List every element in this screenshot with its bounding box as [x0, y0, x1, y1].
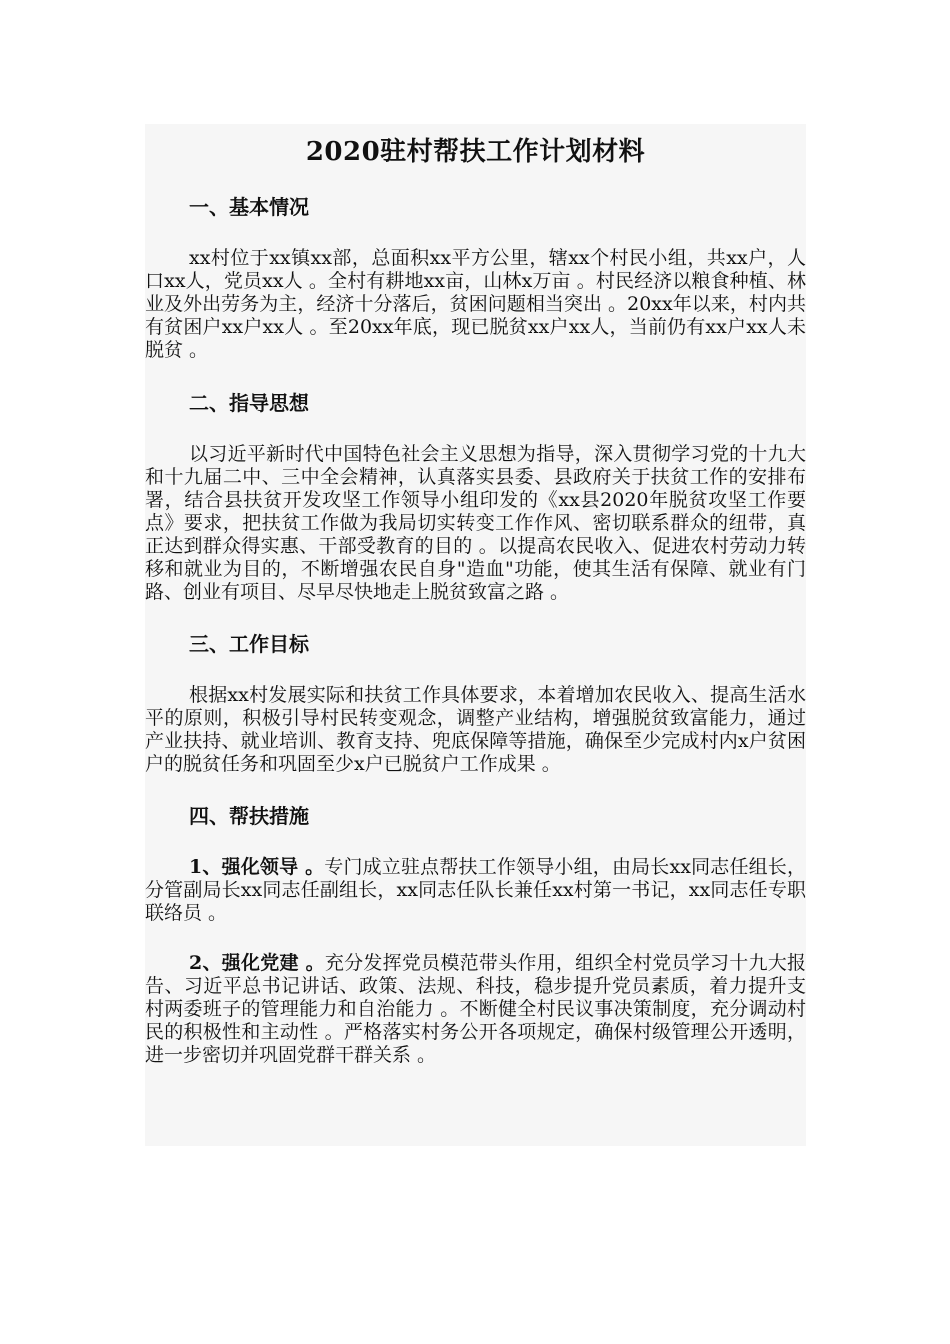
measure-paragraph-leadership — [145, 856, 806, 925]
section-paragraph-work-goals: 根据xx村发展实际和扶贫工作具体要求，本着增加农民收入、提高生活水平的原则，积极引导村民转变观念，调整产业结构，增强脱贫致富能力，通过产业扶持、就业培训、教育支持、兜底保障等措施，确保至少完成村内x户贫困户的脱贫任务和巩固至少x户已脱贫户工作成果 。 — [145, 684, 806, 775]
measure-lead-party-building: 2、强化党建 。 — [189, 952, 325, 974]
measure-text-leadership: 专门成立驻点帮扶工作领导小组，由局长xx同志任组长，分管副局长xx同志任副组长，xx同志任队长兼任xx村第一书记，xx同志任专职联络员 。 — [145, 856, 806, 924]
measure-paragraph-party-building — [145, 952, 806, 1067]
section-heading-assistance-measures: 四、帮扶措施 — [189, 804, 309, 828]
section-paragraph-basic-situation: xx村位于xx镇xx部，总面积xx平方公里，辖xx个村民小组，共xx户，人口xx人，党员xx人 。全村有耕地xx亩，山林x万亩 。村民经济以粮食种植、林业及外出劳务为主，经济十分落后，贫困问题相当突出 。20xx年以来，村内共有贫困户xx户xx人 。至20xx年底，现已脱贫xx户xx人，当前仍有xx户xx人未脱贫 。 — [145, 247, 806, 361]
measure-lead-leadership: 1、强化领导 。 — [189, 856, 325, 878]
section-heading-basic-situation: 一、基本情况 — [189, 195, 309, 219]
document-page — [145, 124, 806, 1146]
section-paragraph-guiding-ideology: 以习近平新时代中国特色社会主义思想为指导，深入贯彻学习党的十九大和十九届二中、三中全会精神，认真落实县委、县政府关于扶贫工作的安排布署，结合县扶贫开发攻坚工作领导小组印发的《xx县2020年脱贫攻坚工作要点》要求，把扶贫工作做为我局切实转变工作作风、密切联系群众的纽带，真正达到群众得实惠、干部受教育的目的 。以提高农民收入、促进农村劳动力转移和就业为目的，不断增强农民自身"造血"功能，使其生活有保障、就业有门路、创业有项目、尽早尽快地走上脱贫致富之路 。 — [145, 443, 806, 603]
measure-text-party-building: 充分发挥党员模范带头作用，组织全村党员学习十九大报告、习近平总书记讲话、政策、法规、科技，稳步提升党员素质，着力提升支村两委班子的管理能力和自治能力 。不断健全村民议事决策制度，充分调动村民的积极性和主动性 。严格落实村务公开各项规定，确保村级管理公开透明，进一步密切并巩固党群干群关系 。 — [145, 952, 806, 1066]
document-title: 2020驻村帮扶工作计划材料 — [305, 137, 646, 167]
section-heading-work-goals: 三、工作目标 — [189, 632, 309, 656]
section-heading-guiding-ideology: 二、指导思想 — [189, 391, 309, 415]
